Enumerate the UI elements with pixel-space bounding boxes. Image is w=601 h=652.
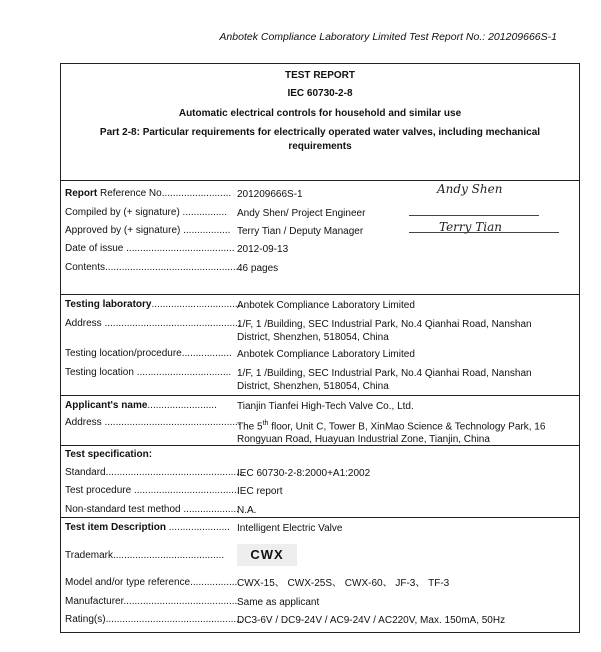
testing-location-label: Testing location .................................. <box>65 367 232 378</box>
non-standard-method-label: Non-standard test method .................... <box>65 504 239 515</box>
applicant-name-label: Applicant's name......................... <box>65 400 217 411</box>
manufacturer-label: Manufacturer.......................................... <box>65 596 241 607</box>
test-spec-heading: Test specification: <box>65 449 153 460</box>
standard-title: Automatic electrical controls for household and similar use <box>178 108 462 119</box>
contents-label: Contents................................................. <box>65 262 242 273</box>
ratings-value: DC3-6V / DC9-24V / AC9-24V / AC220V, Max. 150mA, 50Hz <box>237 615 506 626</box>
signature-line-approved <box>409 232 559 233</box>
contents-value: 46 pages <box>237 263 279 274</box>
manufacturer-value: Same as applicant <box>237 597 320 608</box>
compiled-by-value: Andy Shen/ Project Engineer <box>237 208 366 219</box>
test-procedure-value: IEC report <box>237 486 283 497</box>
applicant-address-label: Address ................................................. <box>65 417 241 428</box>
approved-by-value: Terry Tian / Deputy Manager <box>237 226 364 237</box>
trademark-label: Trademark........................................ <box>65 550 225 561</box>
lab-address-label: Address ................................................. <box>65 318 241 329</box>
testing-lab-label: Testing laboratory.................................. <box>65 299 246 310</box>
signature-line-compiled <box>409 215 539 216</box>
title-block <box>61 64 579 181</box>
divider <box>61 395 579 396</box>
standard-part: Part 2-8: Particular requirements for electrically operated water valves, including mechanical requirements <box>99 127 541 152</box>
report-ref-label: Report Reference No......................... <box>65 188 232 199</box>
model-reference-value: CWX-15、 CWX-25S、 CWX-60、 JF-3、 TF-3 <box>237 578 450 589</box>
trademark-value: CWX <box>237 544 297 566</box>
standard-code: IEC 60730-2-8 <box>287 88 353 99</box>
ratings-label: Rating(s)................................................. <box>65 614 242 625</box>
standard-value: IEC 60730-2-8:2000+A1:2002 <box>237 468 371 479</box>
testing-location-value: 1/F, 1 /Building, SEC Industrial Park, No.4 Qianhai Road, Nanshan District, Shenzhen, 518054, China <box>237 368 532 392</box>
divider <box>61 517 579 518</box>
lab-address-value: 1/F, 1 /Building, SEC Industrial Park, No.4 Qianhai Road, Nanshan District, Shenzhen, 518054, China <box>237 319 532 343</box>
approved-by-label: Approved by (+ signature) ................. <box>65 225 231 236</box>
applicant-address-value: The 5th floor, Unit C, Tower B, XinMao Science & Technology Park, 16 Rongyuan Road, Huayuan Industrial Zone, Tianjin, China <box>237 420 546 446</box>
applicant-name-value: Tianjin Tianfei High-Tech Valve Co., Ltd. <box>237 401 414 412</box>
report-header: Anbotek Compliance Laboratory Limited Test Report No.: 201209666S-1 <box>219 31 557 43</box>
test-procedure-label: Test procedure ...................................... <box>65 485 240 496</box>
date-of-issue-value: 2012-09-13 <box>237 244 289 255</box>
testing-lab-value: Anbotek Compliance Laboratory Limited <box>237 300 415 311</box>
signature-approved: Terry Tian <box>439 220 502 234</box>
divider <box>61 445 579 446</box>
testing-location-procedure-label: Testing location/procedure.................. <box>65 348 232 359</box>
report-frame <box>60 63 580 633</box>
standard-label: Standard.................................................. <box>65 467 245 478</box>
non-standard-method-value: N.A. <box>237 505 257 516</box>
testing-location-procedure-value: Anbotek Compliance Laboratory Limited <box>237 349 415 360</box>
report-title: TEST REPORT <box>284 70 355 81</box>
date-of-issue-label: Date of issue ....................................... <box>65 243 235 254</box>
signature-compiled: Andy Shen <box>437 182 503 196</box>
compiled-by-label: Compiled by (+ signature) ................ <box>65 207 228 218</box>
model-reference-label: Model and/or type reference.................. <box>65 577 241 588</box>
report-ref-value: 201209666S-1 <box>237 189 303 200</box>
test-item-description-label: Test item Description ...................... <box>65 522 230 533</box>
test-item-description-value: Intelligent Electric Valve <box>237 523 343 534</box>
divider <box>61 294 579 295</box>
